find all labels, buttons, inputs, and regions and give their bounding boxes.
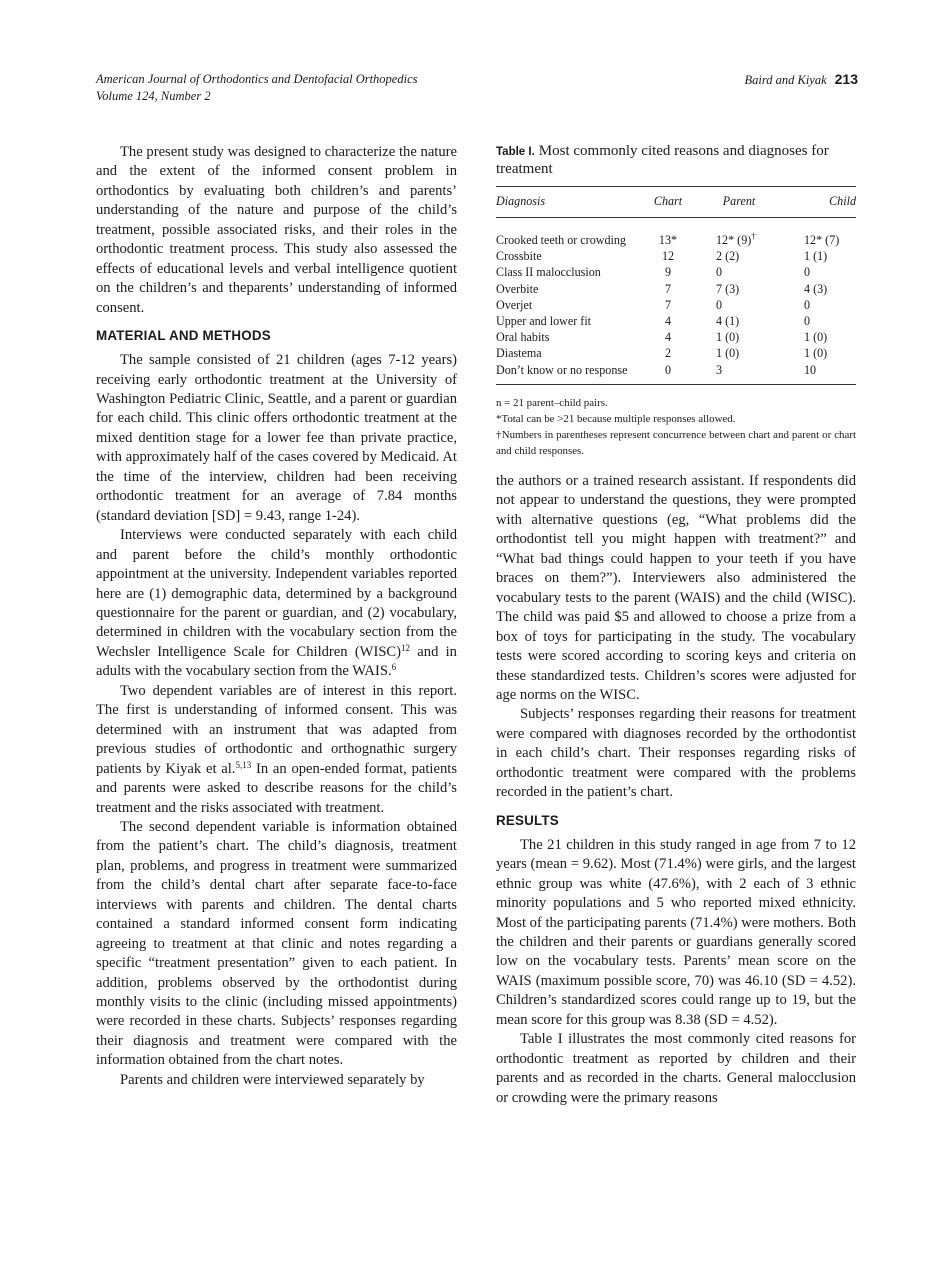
paragraph-interview-continued: the authors or a trained research assistant. If respondents did not appear to understand the questions, they were prompted with alternative questions (eg, “What problems did the orthodontist tell you might happen with treatment?” and “What bad things could happen to your teeth if you have braces on them?”). Interviewers also administered the vocabulary tests to the parent (WAIS) and the child (WISC). The child was paid $5 and allowed to choose a prize from a box of toys for participating in the study. The vocabulary tests were scored according to scoring keys and criteria on these standardized tests. Children’s scores were adjusted for age norms on the WISC.	[496, 473, 856, 703]
table-row: Diastema 2 1 (0) 1 (0)	[496, 346, 828, 361]
citation-wais: 6	[391, 662, 397, 673]
table-header-row	[496, 187, 856, 218]
paragraph-demographics: The 21 children in this study ranged in age from 7 to 12 years (mean = 9.62). Most (71.4%) were girls, and the largest ethnic group was white (47.6%), with 2 each of 3 ethnic minority populations and 5 who reported mixed ethnicity. Most of the participating parents (71.4%) were mothers. Both the children and their parents or guardians generally scored low on the vocabulary tests. Parents’ mean score on the WAIS (maximum possible score, 70) was 46.10 (SD = 4.52). Children’s standardized scores could range up to 19, but the mean score for this group was 8.38 (SD = 4.52).	[496, 836, 856, 1028]
paragraph-table-summary: Table I illustrates the most commonly cited reasons for orthodontic treatment as reported by children and their parents and as recorded in the charts. General malocclusion or crowding were the primary reasons	[496, 1031, 856, 1106]
paragraph-interviews: Interviews were conducted separately with each child and parent before the child’s monthly orthodontic appointment at the university. Independent variables reported here are (1) demographic data, determined by a background questionnaire for the parent or guardian, and (2) vocabulary, determined in children with the vocabulary section from the Wechsler Intelligence Scale for Children (WISC)$^{12}$ and in adults with the vocabulary section from the WAIS.$^6$	[96, 527, 457, 680]
header-parent: Parent	[694, 187, 784, 218]
page-number: 213	[834, 71, 858, 87]
journal-title: American Journal of Orthodontics and Dentofacial Orthopedics	[96, 72, 418, 86]
paragraph-chart-info: The second dependent variable is information obtained from the patient’s chart. The child’s diagnosis, treatment plan, problems, and progress in treatment were summarized from the child’s dental chart after separate face-to-face interviews with parents and children. The dental charts contained a standard informed consent form indicating agreeing to treatment at that clinic and notes regarding a specific “treatment presentation” given to each patient. In addition, problems observed by the orthodontist during monthly visits to the clinic (including missed appointments) were recorded in these charts. Subjects’ responses regarding their diagnosis and treatment were compared with the information obtained from the chart notes.	[96, 818, 457, 1069]
paragraph-responses-compared: Subjects’ responses regarding their reasons for treatment were compared with diagnoses recorded by the orthodontist in each child’s chart. Their responses regarding risks of orthodontic treatment were compared with the problems recorded in the patient’s chart.	[496, 706, 856, 801]
table-1	[496, 143, 856, 459]
paragraph-sample: The sample consisted of 21 children (ages 7-12 years) receiving early orthodontic treatment at the University of Washington Pediatric Clinic, Seattle, and a parent or guardian for each child. This clinic offers orthodontic treatment at the mixed dentition stage for a lower fee than private practice, with approximately half of the cases covered by Medicaid. At the time of the interview, children had been receiving orthodontic treatment for an average of 7.84 months (standard deviation [SD] = 9.43, range 1-24).	[96, 352, 457, 524]
journal-volume: Volume 124, Number 2	[96, 89, 211, 103]
table-row: Don’t know or no response 0 3 10	[496, 362, 856, 385]
table-caption-text: Most commonly cited reasons and diagnoses for treatment	[496, 143, 829, 177]
heading-material-methods: MATERIAL AND METHODS	[96, 328, 271, 344]
paragraph-dependent-vars: Two dependent variables are of interest in this report. The first is understanding of informed consent. This was determined with an instrument that was adapted from previous studies of orthodontic and orthognathic surgery patients by Kiyak et al.$^{5,13}$ In an open-ended format, patients and parents were asked to describe reasons for the child’s treatment and the risks associated with treatment.	[96, 682, 457, 816]
heading-results: RESULTS	[496, 812, 559, 828]
right-column	[496, 472, 856, 1108]
paragraph-intro: The present study was designed to characterize the nature and the extent of the informed consent problem in orthodontics by evaluating both children’s and parents’ understanding of the nature and purpose of the child’s treatment, possible associated risks, and their roles in the orthodontic treatment process. This study also assessed the effects of educational levels and verbal intelligence quotient on the children’s and theparents’ understanding of informed consent.	[96, 144, 457, 316]
diagnosis-table	[496, 186, 856, 385]
table-note-concurrence: †Numbers in parentheses represent concurrence between chart and parent or chart and child responses.	[496, 428, 856, 457]
running-authors: Baird and Kiyak	[744, 73, 827, 87]
table-row: Overjet 7 0 0	[496, 297, 811, 312]
table-footnotes	[496, 395, 856, 459]
table-caption	[496, 143, 856, 178]
header-chart: Chart	[642, 187, 694, 218]
table-row: Oral habits 4 1 (0) 1 (0)	[496, 330, 828, 345]
table-note-n: n = 21 parent–child pairs.	[496, 396, 608, 409]
paragraph-interviewed: Parents and children were interviewed separately by	[120, 1071, 425, 1088]
table-row: Crooked teeth or crowding 13* 12* (9)† 12* (7)	[496, 231, 840, 247]
table-row: Overbite 7 7 (3) 4 (3)	[496, 281, 828, 296]
header-child: Child	[784, 187, 856, 218]
author-page	[744, 71, 858, 89]
table-row: Class II malocclusion 9 0 0	[496, 265, 811, 280]
citation-kiyak: 5,13	[235, 759, 252, 770]
header-diagnosis: Diagnosis	[496, 187, 642, 218]
table-note-total: *Total can be >21 because multiple responses allowed.	[496, 412, 736, 425]
citation-wisc: 12	[401, 642, 411, 653]
table-row: Upper and lower fit 4 4 (1) 0	[496, 314, 811, 329]
journal-info	[96, 71, 418, 105]
table-row: Crossbite 12 2 (2) 1 (1)	[496, 249, 828, 264]
left-column	[96, 143, 457, 1090]
dagger-mark: †	[751, 231, 756, 241]
table-label: Table I.	[496, 146, 535, 158]
